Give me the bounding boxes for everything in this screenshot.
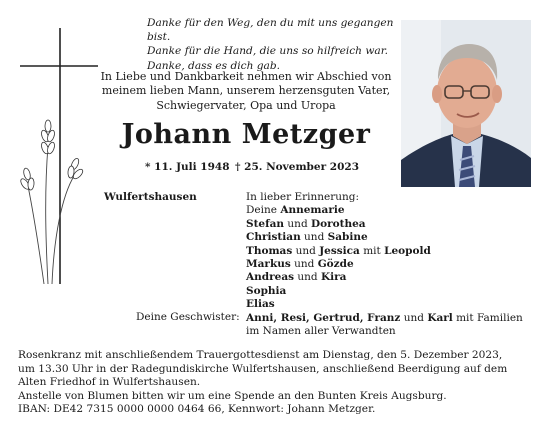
- family-member-row: [246, 285, 523, 298]
- family-member-row: [246, 258, 523, 271]
- person-name: Sophia: [246, 284, 287, 297]
- service-info: [18, 349, 538, 417]
- siblings-label: Deine Geschwister:: [136, 311, 240, 323]
- death-date: † 25. November 2023: [235, 161, 359, 173]
- person-name: Leopold: [384, 244, 431, 257]
- family-rows: [246, 204, 523, 311]
- person-name: Stefan: [246, 217, 285, 230]
- connector-text: und: [284, 217, 311, 230]
- service-line: Rosenkranz mit anschließendem Trauergottesdienst am Dienstag, den 5. Dezember 2023,: [18, 349, 503, 361]
- quote-line: Danke für die Hand, die uns so hilfreich war.: [147, 45, 389, 58]
- quote-line: Danke für den Weg, den du mit uns gegangen bist.: [147, 17, 394, 44]
- place-label: Wulfertshausen: [104, 191, 197, 203]
- farewell-line: meinem lieben Mann, unserem herzensguten Vater,: [101, 84, 391, 98]
- connector-text: und: [290, 258, 318, 271]
- person-name: Kira: [320, 271, 347, 284]
- connector-text: und: [300, 231, 328, 244]
- farewell-text: [96, 70, 396, 113]
- farewell-line: In Liebe und Dankbarkeit nehmen wir Abschied von: [100, 70, 392, 83]
- person-name: Gözde: [317, 258, 354, 271]
- mourners-list: [246, 191, 523, 338]
- person-name: Thomas: [246, 244, 293, 257]
- birth-date: * 11. Juli 1948: [145, 161, 230, 173]
- memory-heading: In lieber Erinnerung:: [246, 191, 360, 203]
- person-name: Markus: [246, 258, 291, 271]
- siblings-row: [246, 312, 523, 325]
- person-name: Sabine: [327, 231, 368, 244]
- iban-line: IBAN: DE42 7315 0000 0000 0464 66, Kennwort: Johann Metzger.: [18, 403, 376, 416]
- person-name: Andreas: [246, 271, 295, 284]
- family-member-row: [246, 298, 523, 311]
- family-member-row: [246, 218, 523, 231]
- family-member-row: [246, 245, 523, 258]
- person-name: Anni, Resi, Gertrud, Franz: [246, 311, 401, 324]
- person-name: Christian: [246, 231, 301, 244]
- connector-text: und: [400, 311, 428, 324]
- family-member-row: [246, 204, 523, 217]
- connector-text: Deine: [246, 204, 281, 217]
- service-line: Alten Friedhof in Wulfertshausen.: [18, 376, 201, 389]
- person-name: Annemarie: [280, 204, 345, 217]
- person-name: Karl: [427, 311, 453, 324]
- person-name: Jessica: [319, 244, 360, 257]
- family-member-row: [246, 231, 523, 244]
- farewell-line: Schwiegervater, Opa und Uropa: [156, 98, 336, 112]
- connector-text: mit Familien: [452, 311, 523, 324]
- quote-line: Danke, dass es dich gab.: [147, 59, 281, 72]
- service-line: um 13.30 Uhr in der Radegundiskirche Wulfertshausen, anschließend Beerdigung auf dem: [18, 362, 508, 375]
- connector-text: und: [292, 244, 320, 257]
- quote-block: [147, 16, 397, 73]
- connector-text: mit: [359, 244, 385, 257]
- deceased-name: Johann Metzger: [121, 119, 371, 150]
- family-member-row: [246, 271, 523, 284]
- cross-wheat-icon: [18, 26, 98, 286]
- portrait-image: [401, 20, 531, 187]
- connector-text: und: [294, 271, 321, 284]
- person-name: Dorothea: [311, 217, 366, 230]
- relatives-line: im Namen aller Verwandten: [246, 325, 396, 338]
- donation-line: Anstelle von Blumen bitten wir um eine Spende an den Bunten Kreis Augsburg.: [18, 389, 447, 402]
- portrait-photo: [401, 20, 531, 187]
- person-name: Elias: [246, 298, 275, 311]
